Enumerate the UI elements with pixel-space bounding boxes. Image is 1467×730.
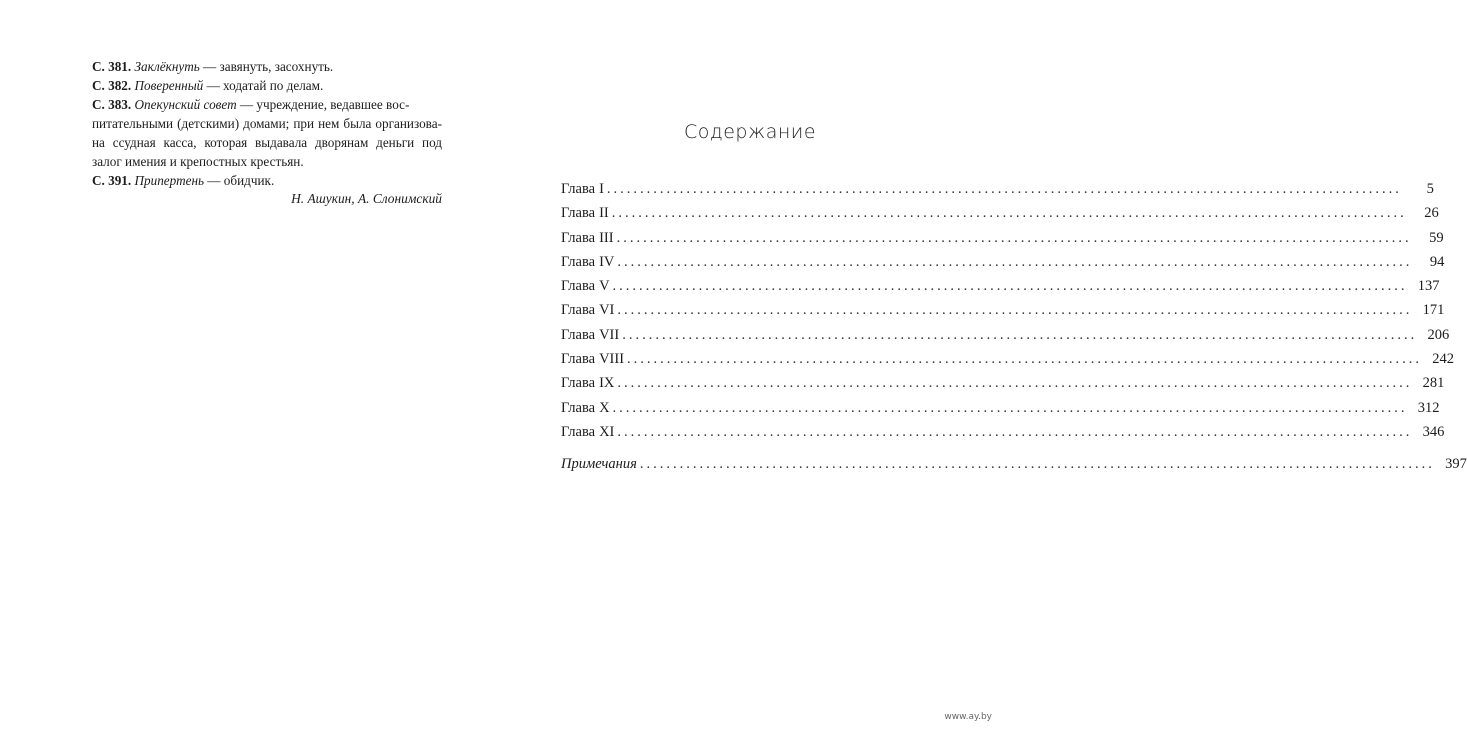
toc-leader-dots: ........................................................................................................................ bbox=[627, 351, 1423, 368]
right-page bbox=[500, 0, 1467, 730]
toc-entry-label bbox=[561, 424, 614, 441]
toc-chapter-word: Глава bbox=[561, 278, 596, 295]
note-item bbox=[92, 57, 442, 76]
toc-title: Содержание bbox=[683, 121, 817, 143]
toc-chapter-word: Глава bbox=[561, 351, 596, 368]
toc-chapter-number: I bbox=[599, 181, 604, 197]
toc-notes-label: Примечания bbox=[561, 456, 637, 473]
toc-chapter-word: Глава bbox=[561, 253, 596, 270]
note-continuation: питательными (детскими) домами; при нем была организована ссудная касса, которая выдавала дворянам деньги под залог имения и крепостных крестьян. bbox=[92, 116, 442, 169]
toc-page-number: 171 bbox=[1422, 302, 1445, 319]
toc-chapter-number: III bbox=[599, 229, 614, 246]
table-of-contents bbox=[561, 181, 1467, 481]
toc-entry-label bbox=[561, 456, 637, 473]
note-ref: С. 383. bbox=[92, 97, 132, 112]
toc-page-number: 312 bbox=[1417, 399, 1440, 416]
toc-chapter-number: II bbox=[599, 205, 609, 222]
toc-leader-dots: ........................................................................................................................ bbox=[617, 253, 1413, 270]
note-text: — ходатай по делам. bbox=[203, 78, 324, 93]
watermark: www.ay.by bbox=[944, 712, 992, 722]
toc-chapter-word: Глава bbox=[561, 205, 596, 222]
toc-chapter-number: IV bbox=[599, 253, 615, 270]
toc-chapter-word: Глава bbox=[561, 375, 596, 392]
toc-chapter-number: VII bbox=[599, 326, 620, 343]
toc-entry-label bbox=[561, 254, 614, 271]
toc-chapter-number: VIII bbox=[599, 351, 625, 368]
left-page bbox=[0, 0, 500, 730]
toc-entry-label bbox=[561, 327, 619, 344]
toc-leader-dots: ........................................................................................................................ bbox=[612, 278, 1408, 295]
toc-entry-label bbox=[561, 181, 604, 198]
note-item bbox=[92, 171, 442, 190]
note-ref: С. 391. bbox=[92, 173, 132, 188]
toc-chapter-word: Глава bbox=[561, 326, 596, 343]
note-text: — завянуть, засохнуть. bbox=[199, 59, 334, 74]
note-ref: С. 381. bbox=[92, 59, 132, 74]
toc-leader-dots: ........................................................................................................................ bbox=[617, 375, 1413, 392]
toc-entry-label bbox=[561, 351, 624, 368]
note-term: Заклёкнуть bbox=[134, 59, 200, 74]
toc-chapter-word: Глава bbox=[561, 229, 596, 246]
toc-leader-dots: ........................................................................................................................ bbox=[611, 205, 1407, 222]
toc-leader-dots: ........................................................................................................................ bbox=[639, 456, 1435, 473]
toc-entry-label bbox=[561, 302, 614, 319]
toc-leader-dots: ........................................................................................................................ bbox=[606, 181, 1402, 197]
toc-entry-label bbox=[561, 205, 609, 222]
toc-row bbox=[561, 302, 1445, 326]
toc-chapter-number: XI bbox=[599, 423, 615, 440]
toc-row bbox=[561, 205, 1439, 229]
toc-row bbox=[561, 399, 1440, 424]
toc-entry-label bbox=[561, 230, 614, 247]
toc-row bbox=[561, 326, 1450, 351]
toc-page-number: 281 bbox=[1422, 375, 1445, 392]
note-term: Опекунский совет bbox=[134, 97, 237, 112]
toc-row bbox=[561, 375, 1445, 399]
toc-chapter-number: IX bbox=[599, 375, 615, 392]
toc-leader-dots: ........................................................................................................................ bbox=[616, 229, 1412, 246]
toc-page-number: 59 bbox=[1429, 229, 1444, 246]
note-term: Поверенный bbox=[134, 78, 204, 93]
toc-leader-dots: ........................................................................................................................ bbox=[617, 423, 1413, 440]
toc-chapter-number: VI bbox=[599, 302, 615, 319]
toc-row bbox=[561, 229, 1444, 254]
note-text: — учреждение, ведавшее вос- bbox=[236, 97, 410, 112]
toc-page-number: 137 bbox=[1417, 278, 1440, 295]
toc-row bbox=[561, 181, 1434, 205]
toc-row bbox=[561, 351, 1455, 375]
toc-page-number: 346 bbox=[1422, 423, 1445, 440]
toc-notes-row bbox=[561, 456, 1467, 480]
toc-entry-label bbox=[561, 278, 610, 295]
toc-entry-label bbox=[561, 375, 614, 392]
toc-page-number: 242 bbox=[1432, 351, 1455, 368]
toc-page-number: 5 bbox=[1426, 181, 1434, 197]
toc-page-number: 94 bbox=[1429, 253, 1445, 270]
toc-chapter-word: Глава bbox=[561, 399, 596, 416]
toc-leader-dots: ........................................................................................................................ bbox=[617, 302, 1413, 319]
toc-leader-dots: ........................................................................................................................ bbox=[622, 326, 1418, 343]
toc-page-number: 206 bbox=[1427, 326, 1450, 343]
toc-row bbox=[561, 253, 1445, 278]
toc-chapter-word: Глава bbox=[561, 302, 596, 319]
toc-entry-label bbox=[561, 400, 610, 417]
note-text: — обидчик. bbox=[204, 173, 275, 188]
note-term: Припертень bbox=[134, 173, 204, 188]
notes-signature: Н. Ашукин, А. Слонимский bbox=[291, 191, 442, 206]
note-item bbox=[92, 95, 442, 171]
note-item bbox=[92, 76, 442, 95]
notes-list bbox=[92, 57, 442, 190]
toc-chapter-word: Глава bbox=[561, 423, 596, 440]
note-ref: С. 382. bbox=[92, 78, 132, 93]
toc-chapter-number: X bbox=[599, 399, 610, 416]
toc-chapter-word: Глава bbox=[561, 181, 596, 197]
toc-page-number: 397 bbox=[1445, 456, 1467, 473]
toc-page-number: 26 bbox=[1424, 205, 1439, 222]
toc-leader-dots: ........................................................................................................................ bbox=[612, 399, 1408, 416]
toc-chapter-number: V bbox=[599, 278, 610, 295]
toc-row bbox=[561, 423, 1445, 448]
toc-row bbox=[561, 278, 1440, 302]
